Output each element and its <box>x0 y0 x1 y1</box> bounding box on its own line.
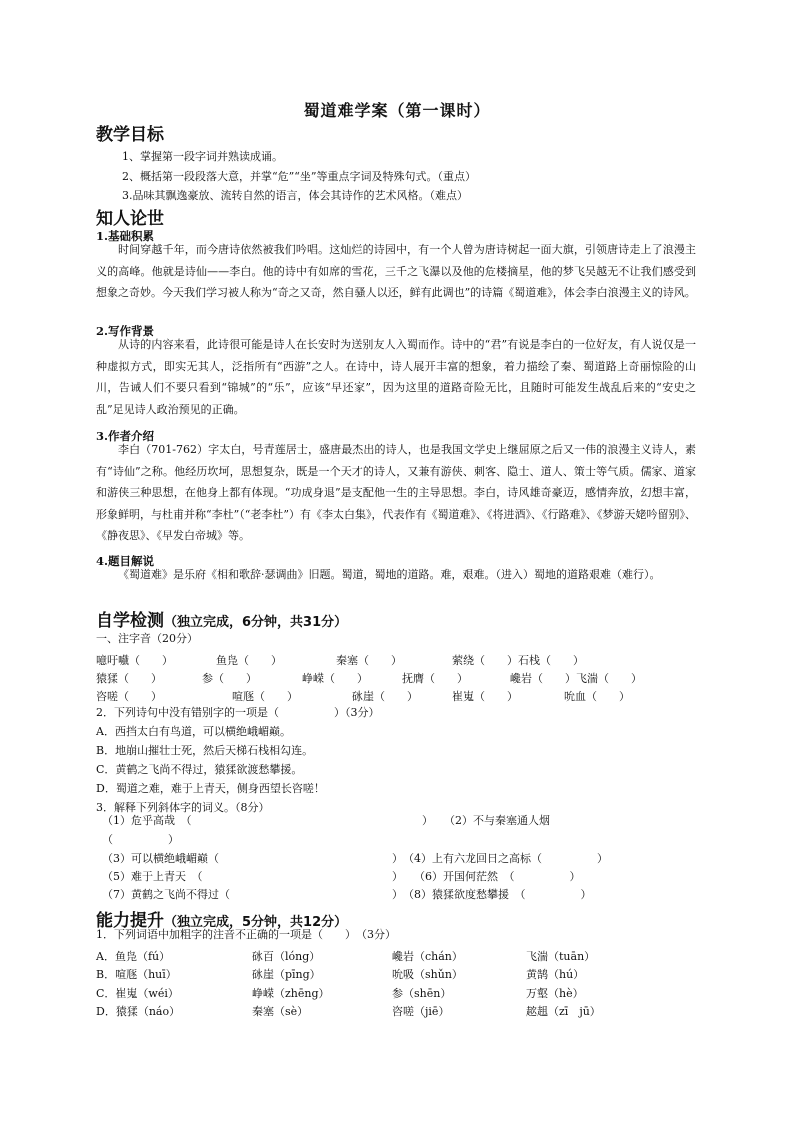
definition-item: （7）黄鹤之飞尚不得过（ <box>102 888 230 901</box>
option-item: 黄鹄（hú） <box>526 968 585 981</box>
phonetic-item: 巉岩（ ）飞湍（ ） <box>510 672 642 685</box>
paragraph-title-explain: 《蜀道难》是乐府《相和歌辞·瑟调曲》旧题。蜀道，蜀地的道路。难，艰难。（进入）蜀地的道路艰难（难行）。 <box>118 568 661 581</box>
phonetic-item: 砯崖（ ） <box>352 690 418 703</box>
phonetic-item: 喧豗（ ） <box>232 690 298 703</box>
definition-item: （ ） <box>102 833 179 846</box>
answer-option: B．地崩山摧壮士死，然后天梯石栈相勾连。 <box>96 744 314 757</box>
option-item: 参（shēn） <box>392 987 452 1000</box>
option-item: 峥嵘（zhēng） <box>252 987 330 1000</box>
question-title: 3．解释下列斜体字的词义。（8分） <box>96 801 270 814</box>
phonetic-item: 咨嗟（ ） <box>96 690 162 703</box>
phonetic-item: 秦塞（ ） <box>336 654 402 667</box>
definition-item: ） （2）不与秦塞通人烟 <box>422 814 550 827</box>
section-heading-knowledge: 知人论世 <box>96 209 164 229</box>
option-item: 巉岩（chán） <box>392 950 463 963</box>
definition-item: ） （8）猿猱欲度愁攀援 （ ） <box>392 888 592 901</box>
phonetic-item: 吮血（ ） <box>564 690 630 703</box>
option-item: 趑趄（zī jū） <box>526 1005 601 1018</box>
definition-item: （5）难于上青天 （ <box>102 870 203 883</box>
section-heading-goals: 教学目标 <box>96 125 164 145</box>
phonetic-item: 抚膺（ ） <box>402 672 468 685</box>
subsection-title: 3.作者介绍 <box>96 429 155 443</box>
phonetic-item: 峥嵘（ ） <box>302 672 368 685</box>
subsection-title: 4.题目解说 <box>96 554 155 568</box>
goal-item: 3.品味其飘逸豪放、流转自然的语言，体会其诗作的艺术风格。（难点） <box>122 189 468 202</box>
subsection-title: 1.基础积累 <box>96 229 155 243</box>
section-heading-text: 自学检测 <box>96 611 164 631</box>
question-title: 2．下列诗句中没有错别字的一项是（ ）（3分） <box>96 706 380 719</box>
phonetic-item: 参（ ） <box>202 672 257 685</box>
phonetic-item: 萦绕（ ）石栈（ ） <box>452 654 584 667</box>
phonetic-item: 猿猱（ ） <box>96 672 162 685</box>
definition-item: （1）危乎高哉 （ <box>102 814 192 827</box>
section-heading-note: （独立完成，5分钟，共12分） <box>164 915 348 930</box>
definition-item: ） （4）上有六龙回日之高标（ ） <box>392 852 608 865</box>
option-item: B．喧豗（huī） <box>96 968 177 981</box>
goal-item: 1、掌握第一段字词并熟读成诵。 <box>122 150 283 163</box>
option-item: 砯百（lóng） <box>252 950 321 963</box>
page-title: 蜀道难学案（第一课时） <box>303 101 491 120</box>
subsection-title: 2.写作背景 <box>96 324 155 338</box>
phonetic-item: 鱼凫（ ） <box>216 654 282 667</box>
option-item: 吮吸（shǔn） <box>392 968 463 981</box>
option-item: A．鱼凫（fú） <box>96 950 171 963</box>
answer-option: D．蜀道之难，难于上青天，侧身西望长咨嗟！ <box>96 782 325 795</box>
option-item: C．崔嵬（wéi） <box>96 987 179 1000</box>
section-heading-note: （独立完成，6分钟，共31分） <box>164 615 348 630</box>
question-title: 1．下列词语中加粗字的注音不正确的一项是（ ） （3分） <box>96 928 396 941</box>
section-heading-text: 能力提升 <box>96 911 164 931</box>
paragraph-author: 李白（701-762）字太白，号青莲居士，盛唐最杰出的诗人，也是我国文学史上继屈原之后又一伟的浪漫主义诗人，素有“诗仙”之称。他经历坎坷，思想复杂，既是一个天才的诗人，又兼有游侠、刺客、隐士、道人、策士等气质。儒家、道家和游侠三种思想，在他身上都有体现。“功成身退”是支配他一生的主导思想。李白，诗风雄奇豪迈，感情奔放，幻想丰富，形象鲜明，与杜甫并称“李杜”（“老李杜”）有《李太白集》，代表作有《蜀道难》、《将进酒》、《行路难》、《梦游天姥吟留别》、《静夜思》、《早发白帝城》等。 <box>96 443 696 542</box>
option-item: 飞湍（tuān） <box>526 950 596 963</box>
phonetic-item: 噫吁嚱（ ） <box>96 654 173 667</box>
paragraph-background: 从诗的内容来看，此诗很可能是诗人在长安时为送别友人入蜀而作。诗中的“君”有说是李白的一位好友，有人说仅是一种虚拟方式，即实无其人，泛指所有“西游”之人。在诗中，诗人展开丰富的想象，着力描绘了秦、蜀道路上奇丽惊险的山川，告诫人们不要只看到“锦城”的“乐”，应该“早还家”，因为这里的道路奇险无比，且随时可能发生战乱后来的“安史之乱”足见诗人政治预见的正确。 <box>96 338 696 416</box>
option-item: D．猿猱（náo） <box>96 1005 181 1018</box>
question-title: 一、注字音（20分） <box>96 632 198 645</box>
option-item: 咨嗟（jiē） <box>392 1005 450 1018</box>
answer-option: A．西挡太白有鸟道，可以横绝峨嵋巅。 <box>96 725 291 738</box>
definition-item: （3）可以横绝峨嵋巅（ <box>102 852 219 865</box>
option-item: 砯崖（pīng） <box>252 968 321 981</box>
answer-option: C．黄鹤之飞尚不得过，猿猱欲渡愁攀援。 <box>96 763 303 776</box>
phonetic-item: 崔嵬（ ） <box>452 690 518 703</box>
definition-item: ） （6）开国何茫然 （ ） <box>392 870 581 883</box>
option-item: 万壑（hè） <box>526 987 584 1000</box>
paragraph-basics: 时间穿越千年，而今唐诗依然被我们吟唱。这灿烂的诗园中，有一个人曾为唐诗树起一面大旗，引领唐诗走上了浪漫主义的高峰。他就是诗仙——李白。他的诗中有如席的雪花，三千之飞瀑以及他的危楼摘星，他的梦飞吴越无不让我们感受到想象之奇妙。今天我们学习被人称为“奇之又奇，然自骚人以还，鲜有此调也”的诗篇《蜀道难》，体会李白浪漫主义的诗风。 <box>96 243 696 299</box>
goal-item: 2、概括第一段段落大意，并掌“危”“坐”等重点字词及特殊句式。（重点） <box>122 170 476 183</box>
option-item: 秦塞（sè） <box>252 1005 309 1018</box>
